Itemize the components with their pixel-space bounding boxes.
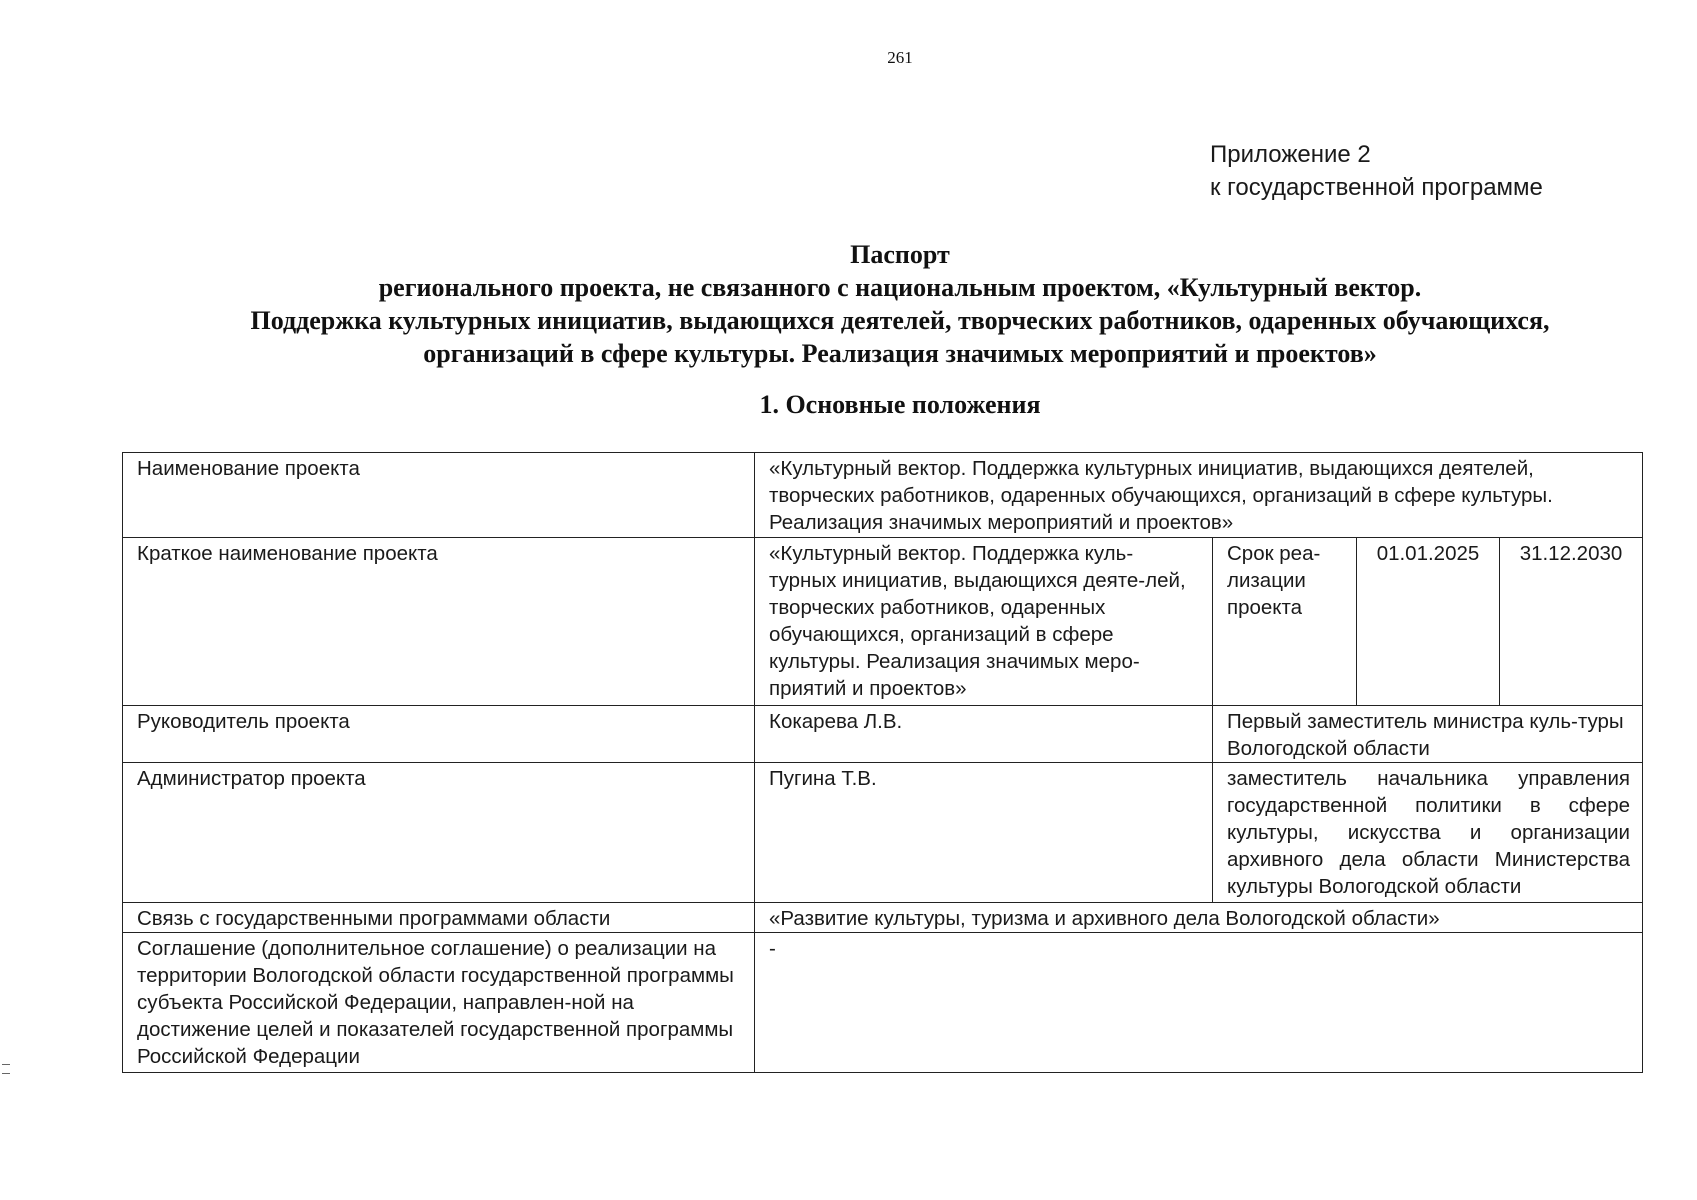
table-row [123, 933, 1643, 1073]
manager-position: Первый заместитель министра куль-туры Вологодской области [1213, 706, 1643, 763]
table-row [123, 453, 1643, 538]
table-row [123, 903, 1643, 933]
appendix-line-2: к государственной программе [1210, 174, 1543, 201]
start-date: 01.01.2025 [1357, 538, 1500, 706]
table-row [123, 538, 1643, 706]
title-line-1: Паспорт [850, 240, 950, 269]
appendix-line-1: Приложение 2 [1210, 141, 1371, 168]
title-line-2: регионального проекта, не связанного с национальным проектом, «Культурный вектор. [378, 273, 1422, 302]
project-name-value: «Культурный вектор. Поддержка культурных инициатив, выдающихся деятелей, творческих работников, одаренных обучающихся, организаций в сфере культуры. Реализация значимых мероприятий и проектов» [755, 453, 1643, 538]
appendix-note [1210, 138, 1543, 204]
term-label: Срок реа-лизации проекта [1213, 538, 1357, 706]
row-label: Краткое наименование проекта [123, 538, 755, 706]
short-name-value: «Культурный вектор. Поддержка куль-турных инициатив, выдающихся деяте-лей, творческих работников, одаренных обучающихся, организаций в сфере культуры. Реализация значимых меро-приятий и проектов» [755, 538, 1213, 706]
title-line-4: организаций в сфере культуры. Реализация значимых мероприятий и проектов» [423, 339, 1377, 368]
table-row [123, 763, 1643, 903]
state-program-link: «Развитие культуры, туризма и архивного дела Вологодской области» [755, 903, 1643, 933]
table-row [123, 706, 1643, 763]
document-title [120, 238, 1680, 370]
row-label: Руководитель проекта [123, 706, 755, 763]
margin-mark [2, 1064, 10, 1083]
row-label: Наименование проекта [123, 453, 755, 538]
end-date: 31.12.2030 [1500, 538, 1643, 706]
manager-name: Кокарева Л.В. [755, 706, 1213, 763]
project-passport-table [122, 452, 1643, 1073]
administrator-name: Пугина Т.В. [755, 763, 1213, 903]
agreement-value: - [755, 933, 1643, 1073]
section-heading: 1. Основные положения [759, 390, 1041, 419]
title-line-3: Поддержка культурных инициатив, выдающихся деятелей, творческих работников, одаренных обучающихся, [250, 306, 1550, 335]
row-label: Связь с государственными программами области [123, 903, 755, 933]
row-label: Соглашение (дополнительное соглашение) о реализации на территории Вологодской области государственной программы субъекта Российской Федерации, направлен-ной на достижение целей и показателей государственной программы Российской Федерации [123, 933, 755, 1073]
page-number: 261 [887, 48, 913, 67]
administrator-position: заместитель начальника управления государственной политики в сфере культуры, искусства и организации архивного дела области Министерства культуры Вологодской области [1213, 763, 1643, 903]
row-label: Администратор проекта [123, 763, 755, 903]
